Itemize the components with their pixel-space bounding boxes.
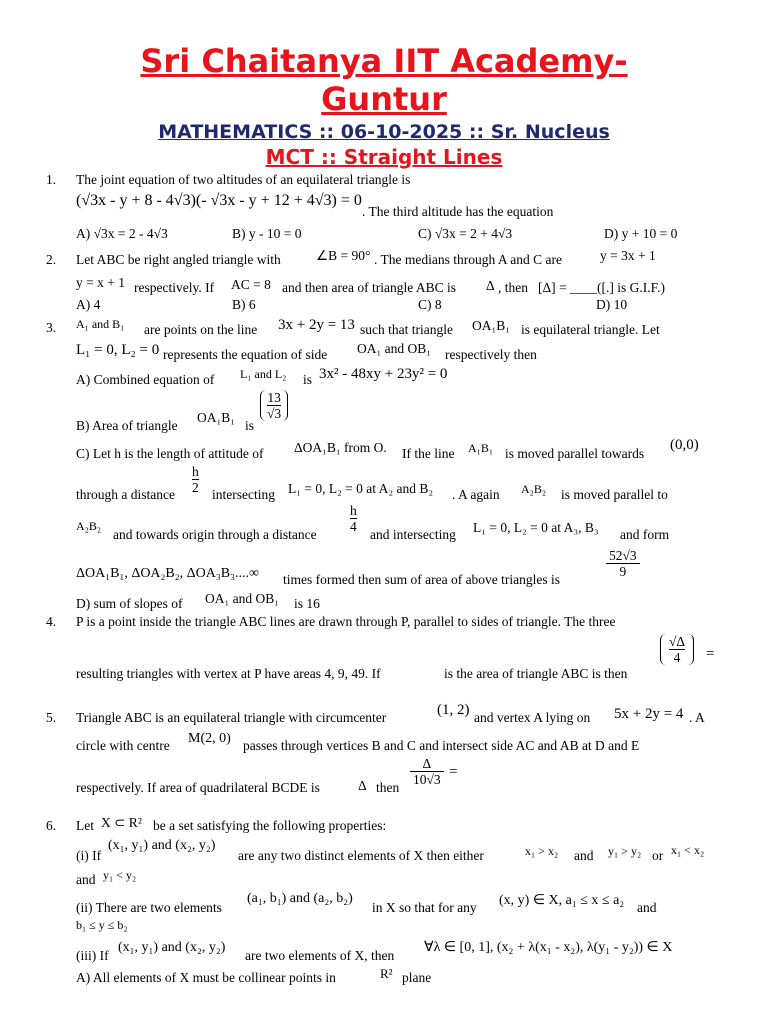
math-expr: A₁ and B₁ [76, 317, 125, 331]
question-text: is 16 [294, 596, 320, 611]
question-text: or [652, 848, 664, 863]
question-text: is [245, 418, 255, 433]
numerator: 13 [267, 390, 281, 405]
math-expr: X ⊂ R² [101, 815, 142, 830]
question-text: is the area of triangle ABC is then [444, 666, 628, 681]
math-expr: ∠B = 90° [316, 248, 371, 263]
option-a: A) √3x = 2 - 4√3 [76, 226, 168, 241]
math-expr: A₂B₂ [521, 482, 547, 496]
math-fraction [606, 548, 640, 579]
question-text: times formed then sum of area of above triangles is [283, 572, 561, 587]
math-fraction [660, 634, 694, 665]
question-number: 5. [46, 710, 57, 725]
question-text: Let ABC be right angled triangle with [76, 252, 281, 267]
denominator: 2 [192, 480, 199, 495]
topic-heading: MCT :: Straight Lines [265, 145, 503, 169]
math-expr: OA₁ and OB₁ [205, 591, 279, 606]
math-expr: L₁ = 0, L₂ = 0 at A₃, B₃ [473, 520, 599, 535]
math-expr: Δ [486, 278, 495, 293]
option-d: D) 10 [596, 297, 628, 312]
question-text: respectively then [445, 347, 537, 362]
math-fraction [260, 390, 288, 421]
numerator: h [192, 464, 199, 479]
question-number: 1. [46, 172, 57, 187]
question-text: . The medians through A and C are [374, 252, 562, 267]
question-text: Let [76, 818, 94, 833]
question-text: be a set satisfying the following properties: [153, 818, 387, 833]
math-expr: OA₁B₁ [197, 410, 235, 425]
question-text: respectively. If [134, 280, 215, 295]
equals-sign: = [449, 764, 458, 780]
condition-i-label: (i) If [76, 848, 102, 863]
question-text: resulting triangles with vertex at P have areas 4, 9, 49. If [76, 666, 381, 681]
denominator: 9 [606, 563, 640, 579]
question-text: and [76, 872, 96, 887]
document-title [0, 42, 768, 118]
math-expr: M(2, 0) [188, 731, 231, 746]
option-b: B) Area of triangle [76, 418, 178, 433]
title-line-1: Sri Chaitanya IIT Academy- [140, 42, 628, 80]
math-expr: (x, y) ∈ X, a₁ ≤ x ≤ a₂ [499, 893, 625, 908]
math-expr: ∀λ ∈ [0, 1], (x₂ + λ(x₁ - x₂), λ(y₁ - y₂)) ∈ X [424, 940, 673, 955]
question-text: in X so that for any [372, 900, 477, 915]
question-number: 2. [46, 252, 57, 267]
question-text: through a distance [76, 487, 175, 502]
question-text-cont: . The third altitude has the equation [362, 204, 554, 219]
math-expr: L₁ and L₂ [240, 367, 287, 381]
question-text: If the line [402, 446, 455, 461]
math-expr: b₁ ≤ y ≤ b₂ [76, 918, 128, 932]
option-d: D) y + 10 = 0 [604, 226, 678, 241]
question-text: then [376, 780, 400, 795]
math-expr: OA₁B₁ [472, 318, 510, 333]
math-expr: (1, 2) [437, 702, 470, 718]
question-text: circle with centre [76, 738, 170, 753]
math-expr: x₁ < x₂ [671, 843, 705, 857]
question-text: P is a point inside the triangle ABC lines are drawn through P, parallel to sides of triangle. The three [76, 614, 616, 629]
condition-iii-label: (iii) If [76, 948, 109, 963]
math-expr: ΔOA₁B₁, ΔOA₂B₂, ΔOA₃B₃....∞ [76, 566, 259, 581]
numerator: Δ [422, 756, 432, 771]
question-text: is equilateral triangle. Let [521, 322, 660, 337]
math-expr: x₁ > x₂ [525, 844, 559, 858]
question-number: 6. [46, 818, 57, 833]
numerator: h [350, 503, 357, 518]
question-text: . A again [452, 487, 500, 502]
option-a: A) Combined equation of [76, 372, 215, 387]
numerator: √Δ [669, 634, 686, 649]
question-text: and intersecting [370, 527, 456, 542]
math-expr: ΔOA₁B₁ from O. [294, 440, 387, 455]
question-number: 3. [46, 320, 57, 335]
math-expr: (a₁, b₁) and (a₂, b₂) [247, 891, 353, 906]
equation: (√3x - y + 8 - 4√3)(- √3x - y + 12 + 4√3) = 0 [76, 192, 362, 209]
equals-sign: = [706, 646, 715, 662]
question-text: . A [689, 710, 705, 725]
math-expr: (x₁, y₁) and (x₂, y₂) [108, 838, 216, 853]
question-text: represents the equation of side [163, 347, 328, 362]
option-d: D) sum of slopes of [76, 596, 183, 611]
option-a: A) 4 [76, 297, 101, 312]
question-text: respectively. If area of quadrilateral BCDE is [76, 780, 320, 795]
question-text: intersecting [212, 487, 275, 502]
question-text: and form [620, 527, 670, 542]
math-expr: A₂B₂ [76, 519, 102, 533]
math-expr: OA₁ and OB₁ [357, 341, 431, 356]
math-expr: 5x + 2y = 4 [614, 706, 684, 722]
math-expr: L₁ = 0, L₂ = 0 [76, 342, 160, 358]
question-text: , then [498, 280, 528, 295]
question-text: and [637, 900, 657, 915]
question-text: are points on the line [144, 322, 258, 337]
math-expr: A₁B₁ [468, 441, 494, 455]
denominator: 4 [669, 649, 685, 665]
question-text: are any two distinct elements of X then either [238, 848, 484, 863]
math-expr: y₁ > y₂ [608, 844, 642, 858]
question-text: [Δ] = ____([.] is G.I.F.) [538, 280, 665, 295]
question-text: is [303, 372, 313, 387]
option-c: C) 8 [418, 297, 442, 312]
math-expr: Δ [358, 778, 367, 793]
math-expr: 3x + 2y = 13 [278, 317, 355, 333]
denominator: 4 [350, 519, 357, 534]
condition-ii-label: (ii) There are two elements [76, 900, 222, 915]
denominator: 10√3 [410, 771, 444, 787]
math-fraction [410, 756, 444, 787]
option-c: C) Let h is the length of attitude of [76, 446, 264, 461]
math-expr: R² [380, 966, 393, 981]
math-expr: (x₁, y₁) and (x₂, y₂) [118, 940, 226, 955]
option-b: B) 6 [232, 297, 256, 312]
math-expr: y₁ < y₂ [103, 868, 137, 882]
numerator: 52√3 [609, 548, 637, 563]
option-a: A) All elements of X must be collinear points in [76, 970, 336, 985]
subtitle: MATHEMATICS :: 06-10-2025 :: Sr. Nucleus [158, 121, 610, 143]
math-expr: L₁ = 0, L₂ = 0 at A₂ and B₂ [288, 481, 434, 496]
math-expr: AC = 8 [231, 277, 271, 292]
question-number: 4. [46, 614, 57, 629]
question-text: and then area of triangle ABC is [282, 280, 456, 295]
math-expr: (0,0) [670, 437, 699, 453]
question-text: The joint equation of two altitudes of an equilateral triangle is [76, 172, 411, 187]
question-text: are two elements of X, then [245, 948, 395, 963]
title-line-2: Guntur [321, 80, 447, 118]
math-expr: 3x² - 48xy + 23y² = 0 [319, 366, 448, 382]
denominator: √3 [267, 406, 282, 421]
question-text: and vertex A lying on [474, 710, 591, 725]
question-text: passes through vertices B and C and intersect side AC and AB at D and E [243, 738, 640, 753]
question-text: plane [402, 970, 432, 985]
question-text: is moved parallel to [561, 487, 668, 502]
math-fraction [192, 464, 199, 495]
math-expr: y = x + 1 [76, 275, 125, 290]
question-text: Triangle ABC is an equilateral triangle with circumcenter [76, 710, 387, 725]
option-b: B) y - 10 = 0 [232, 226, 302, 241]
question-text: and towards origin through a distance [113, 527, 317, 542]
question-text: and [574, 848, 594, 863]
math-expr: y = 3x + 1 [600, 248, 656, 263]
question-text: is moved parallel towards [505, 446, 645, 461]
option-c: C) √3x = 2 + 4√3 [418, 226, 513, 241]
math-fraction [350, 503, 357, 534]
question-text: such that triangle [360, 322, 453, 337]
